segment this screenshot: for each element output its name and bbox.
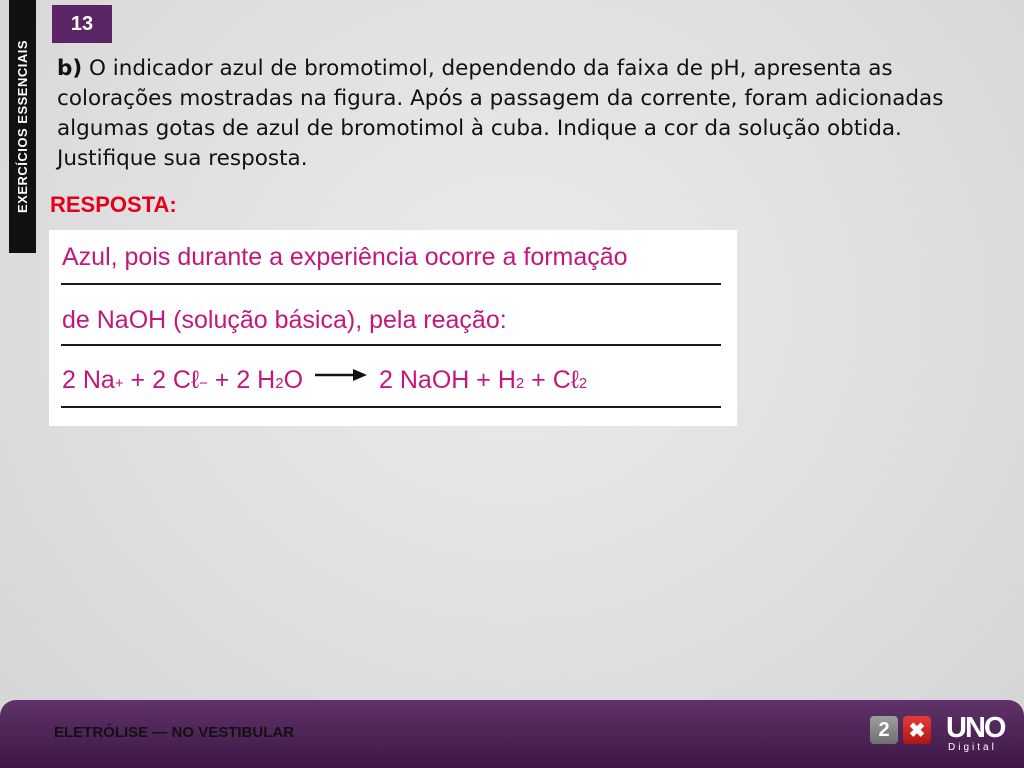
eq-term: + Cℓ bbox=[524, 366, 579, 394]
footer-title bbox=[54, 724, 294, 741]
logo-x-icon: ✖ bbox=[903, 716, 931, 744]
answer-label: RESPOSTA: bbox=[50, 192, 177, 217]
eq-term: 2 NaOH + H bbox=[379, 366, 516, 394]
question-body: O indicador azul de bromotimol, dependendo da faixa de pH, apresenta as colorações mostradas na figura. Após a passagem da corrente, foram adicionadas algumas gotas de azul de bromotimol à cuba. Indique a cor da solução obtida. Justifique sua resposta. bbox=[57, 56, 944, 171]
answer-box bbox=[49, 230, 737, 426]
reaction-equation: 2 Na + + 2 Cℓ − + 2 H 2 O 2 NaOH + H 2 + Cℓ 2 bbox=[62, 366, 588, 394]
footer-section: NO VESTIBULAR bbox=[171, 724, 295, 741]
reaction-arrow-icon bbox=[315, 368, 367, 382]
answer-line-2: de NaOH (solução básica), pela reação: bbox=[62, 306, 507, 334]
side-tab bbox=[9, 0, 36, 253]
footer-separator: — bbox=[148, 724, 172, 741]
eq-term: + 2 H bbox=[207, 366, 276, 394]
answer-underline-3 bbox=[61, 406, 721, 408]
answer-underline-2 bbox=[61, 344, 721, 346]
eq-term: + 2 Cℓ bbox=[123, 366, 200, 394]
question-text bbox=[57, 54, 977, 174]
eq-term: 2 Na bbox=[62, 366, 115, 394]
footer-topic: ELETRÓLISE bbox=[54, 724, 149, 741]
side-tab-label: EXERCÍCIOS ESSENCIAIS bbox=[15, 39, 31, 214]
answer-underline-1 bbox=[61, 283, 721, 285]
eq-term: O bbox=[283, 366, 304, 394]
question-prefix: b) bbox=[57, 56, 83, 81]
slide-number-badge: 13 bbox=[52, 5, 112, 43]
answer-line-1: Azul, pois durante a experiência ocorre a formação bbox=[62, 243, 628, 271]
logo-2-icon: 2 bbox=[870, 716, 898, 744]
logo-brand: UNO bbox=[946, 712, 1005, 744]
uno-digital-logo bbox=[868, 714, 1018, 758]
footer-bar bbox=[0, 700, 1024, 768]
logo-subtitle: Digital bbox=[948, 742, 997, 753]
